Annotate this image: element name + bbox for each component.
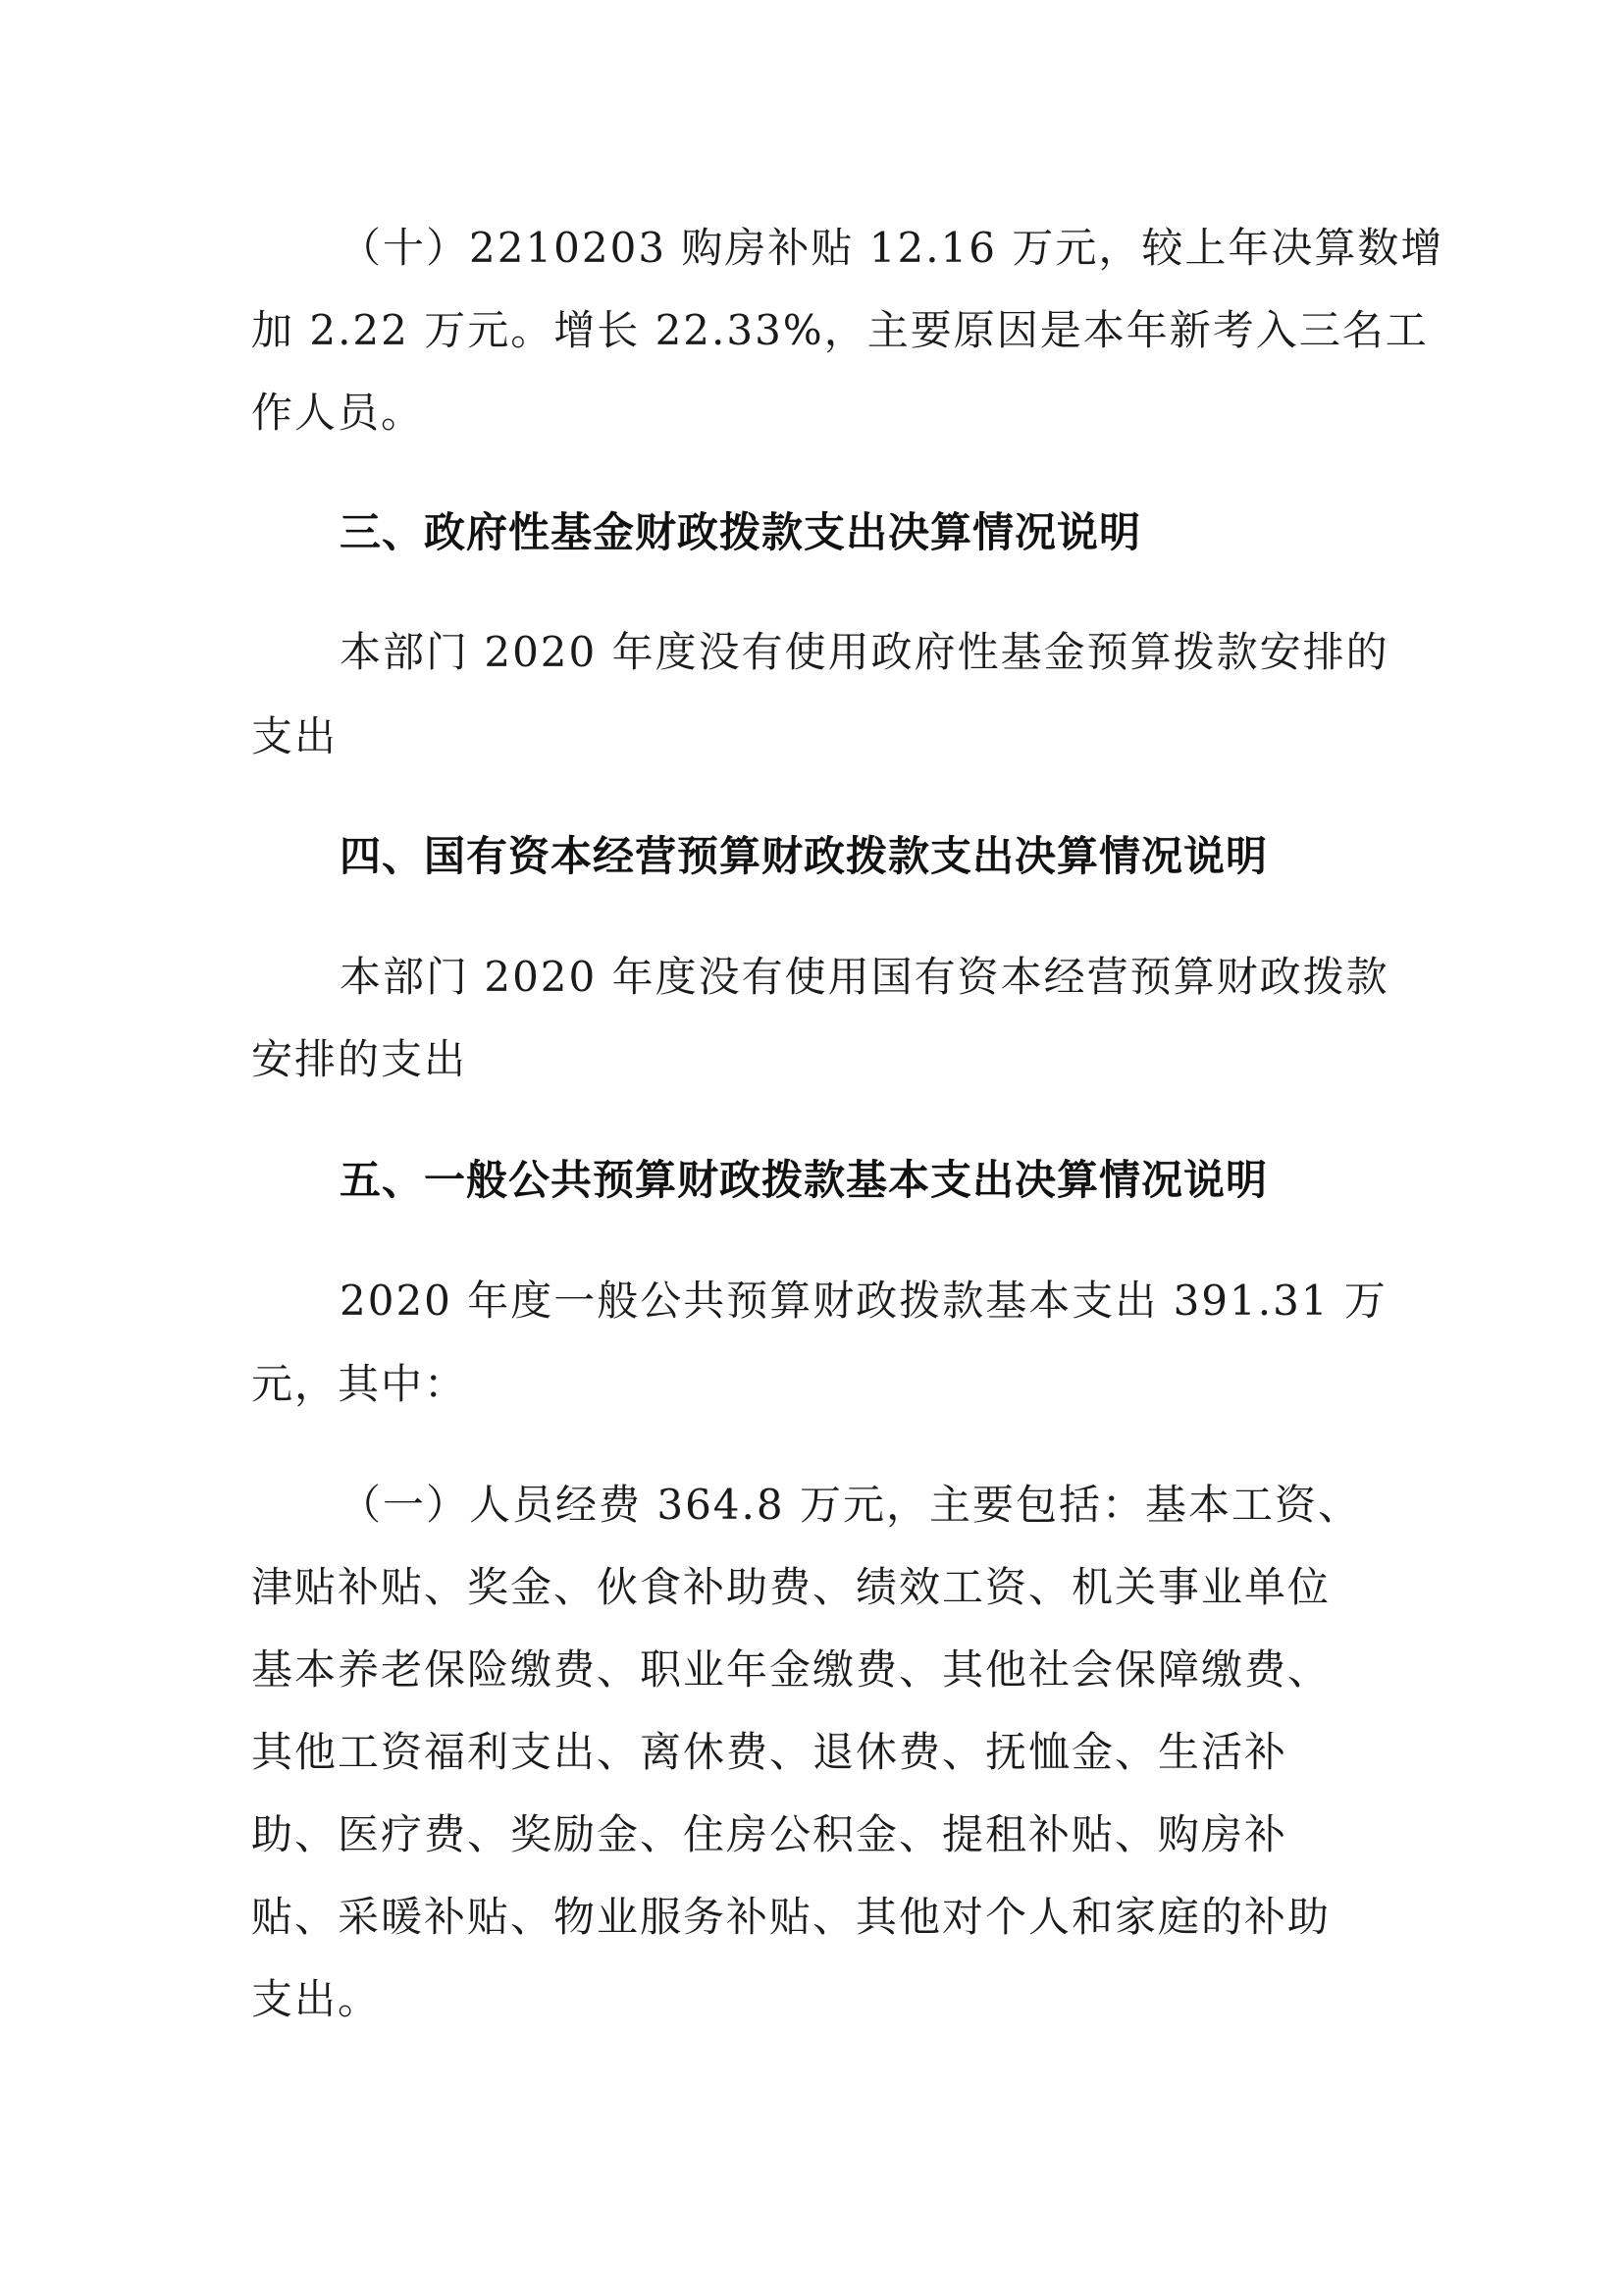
para-personnel-line-6: 贴、采暖补贴、物业服务补贴、其他对个人和家庭的补助 — [251, 1893, 1332, 1941]
section-three-heading: 三、政府性基金财政拨款支出决算情况说明 — [340, 508, 1142, 556]
para-personnel-line-4: 其他工资福利支出、离休费、退休费、抚恤金、生活补 — [251, 1728, 1288, 1776]
section-five-line-2: 元，其中： — [251, 1360, 468, 1408]
para-ten-line-2: 加 2.22 万元。增长 22.33%，主要原因是本年新考入三名工 — [251, 306, 1429, 354]
para-personnel-line-1: （一）人员经费 364.8 万元，主要包括：基本工资、 — [340, 1481, 1361, 1529]
para-personnel-line-7: 支出。 — [251, 1975, 382, 2023]
section-four-line-1: 本部门 2020 年度没有使用国有资本经营预算财政拨款 — [340, 953, 1389, 1001]
section-five-heading: 五、一般公共预算财政拨款基本支出决算情况说明 — [340, 1156, 1269, 1204]
para-ten-line-3: 作人员。 — [251, 389, 425, 437]
section-three-line-1: 本部门 2020 年度没有使用政府性基金预算拨款安排的 — [340, 628, 1389, 676]
para-ten-line-1: （十）2210203 购房补贴 12.16 万元，较上年决算数增 — [340, 224, 1444, 272]
para-personnel-line-3: 基本养老保险缴费、职业年金缴费、其他社会保障缴费、 — [251, 1645, 1332, 1694]
section-three-line-2: 支出 — [251, 712, 339, 760]
section-four-heading: 四、国有资本经营预算财政拨款支出决算情况说明 — [340, 832, 1269, 880]
section-four-line-2: 安排的支出 — [251, 1035, 468, 1083]
para-personnel-line-2: 津贴补贴、奖金、伙食补助费、绩效工资、机关事业单位 — [251, 1563, 1332, 1611]
para-personnel-line-5: 助、医疗费、奖励金、住房公积金、提租补贴、购房补 — [251, 1810, 1288, 1858]
section-five-line-1: 2020 年度一般公共预算财政拨款基本支出 391.31 万 — [340, 1277, 1388, 1325]
